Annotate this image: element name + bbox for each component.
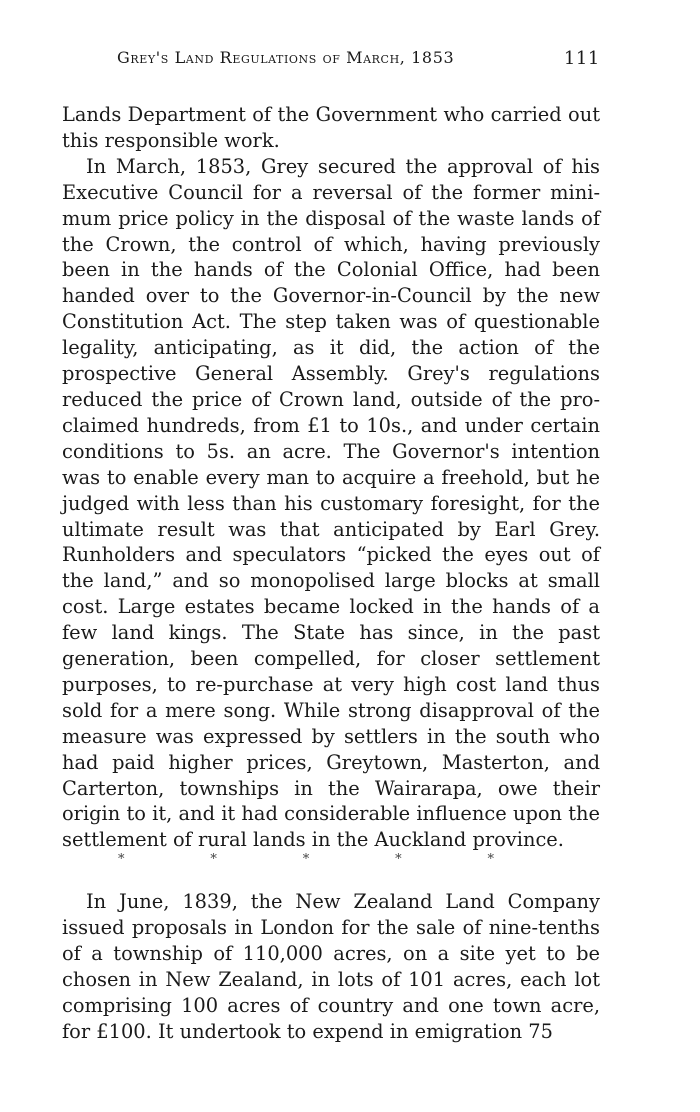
asterisk-ornament: * bbox=[302, 852, 310, 868]
section-break bbox=[118, 853, 494, 875]
book-page bbox=[62, 48, 600, 1045]
body-text bbox=[62, 102, 600, 1045]
asterisk-ornament: * bbox=[487, 852, 494, 868]
paragraph-land-company: In June, 1839, the New Zealand Land Company issued proposals in London for the sale of nine-tenths of a township of 110,000 acres, on a site yet to be chosen in New Zealand, in lots of 101 acres, each lot comprising 100 acres of country and one town acre, for £100. It undertook to expend in emigration 75 bbox=[62, 890, 600, 1043]
paragraph-grey-regulations: In March, 1853, Grey secured the approval of his Executive Council for a reversal of the former minimum price policy in the disposal of the waste lands of the Crown, the control of which, having previously been in the hands of the Colonial Office, had been handed over to the Governor-in-Council by the new Constitution Act. The step taken was of questionable legality, anticipating, as it did, the action of the prospective General Assembly. Grey's regulations reduced the price of Crown land, outside of the proclaimed hundreds, from £1 to 10s., and under certain conditions to 5s. an acre. The Governor's intention was to enable every man to acquire a freehold, but he judged with less than his customary foresight, for the ultimate result was that anticipated by Earl Grey. Runholders and speculators “picked the eyes out of the land,” and so monopolised large blocks at small cost. Large estates became locked in the hands of a few land kings. The State has since, in the past generation, been compelled, for closer settlement purposes, to re-purchase at very high cost land thus sold for a mere song. While strong disapproval of the measure was expressed by settlers in the south who had paid higher prices, Greytown, Masterton, and Carterton, townships in the Wairarapa, owe their origin to it, and it had considerable influence upon the settlement of rural lands in the Auckland province. bbox=[62, 154, 600, 852]
running-title: Grey's Land Regulations of March, 1853 bbox=[117, 48, 455, 67]
asterisk-ornament: * bbox=[118, 852, 125, 868]
asterisk-ornament: * bbox=[210, 852, 217, 868]
page-number: 111 bbox=[563, 48, 600, 69]
running-head bbox=[62, 48, 600, 78]
paragraph-continuation: Lands Department of the Government who carried out this responsible work. bbox=[62, 103, 600, 152]
asterisk-ornament: * bbox=[395, 852, 402, 868]
